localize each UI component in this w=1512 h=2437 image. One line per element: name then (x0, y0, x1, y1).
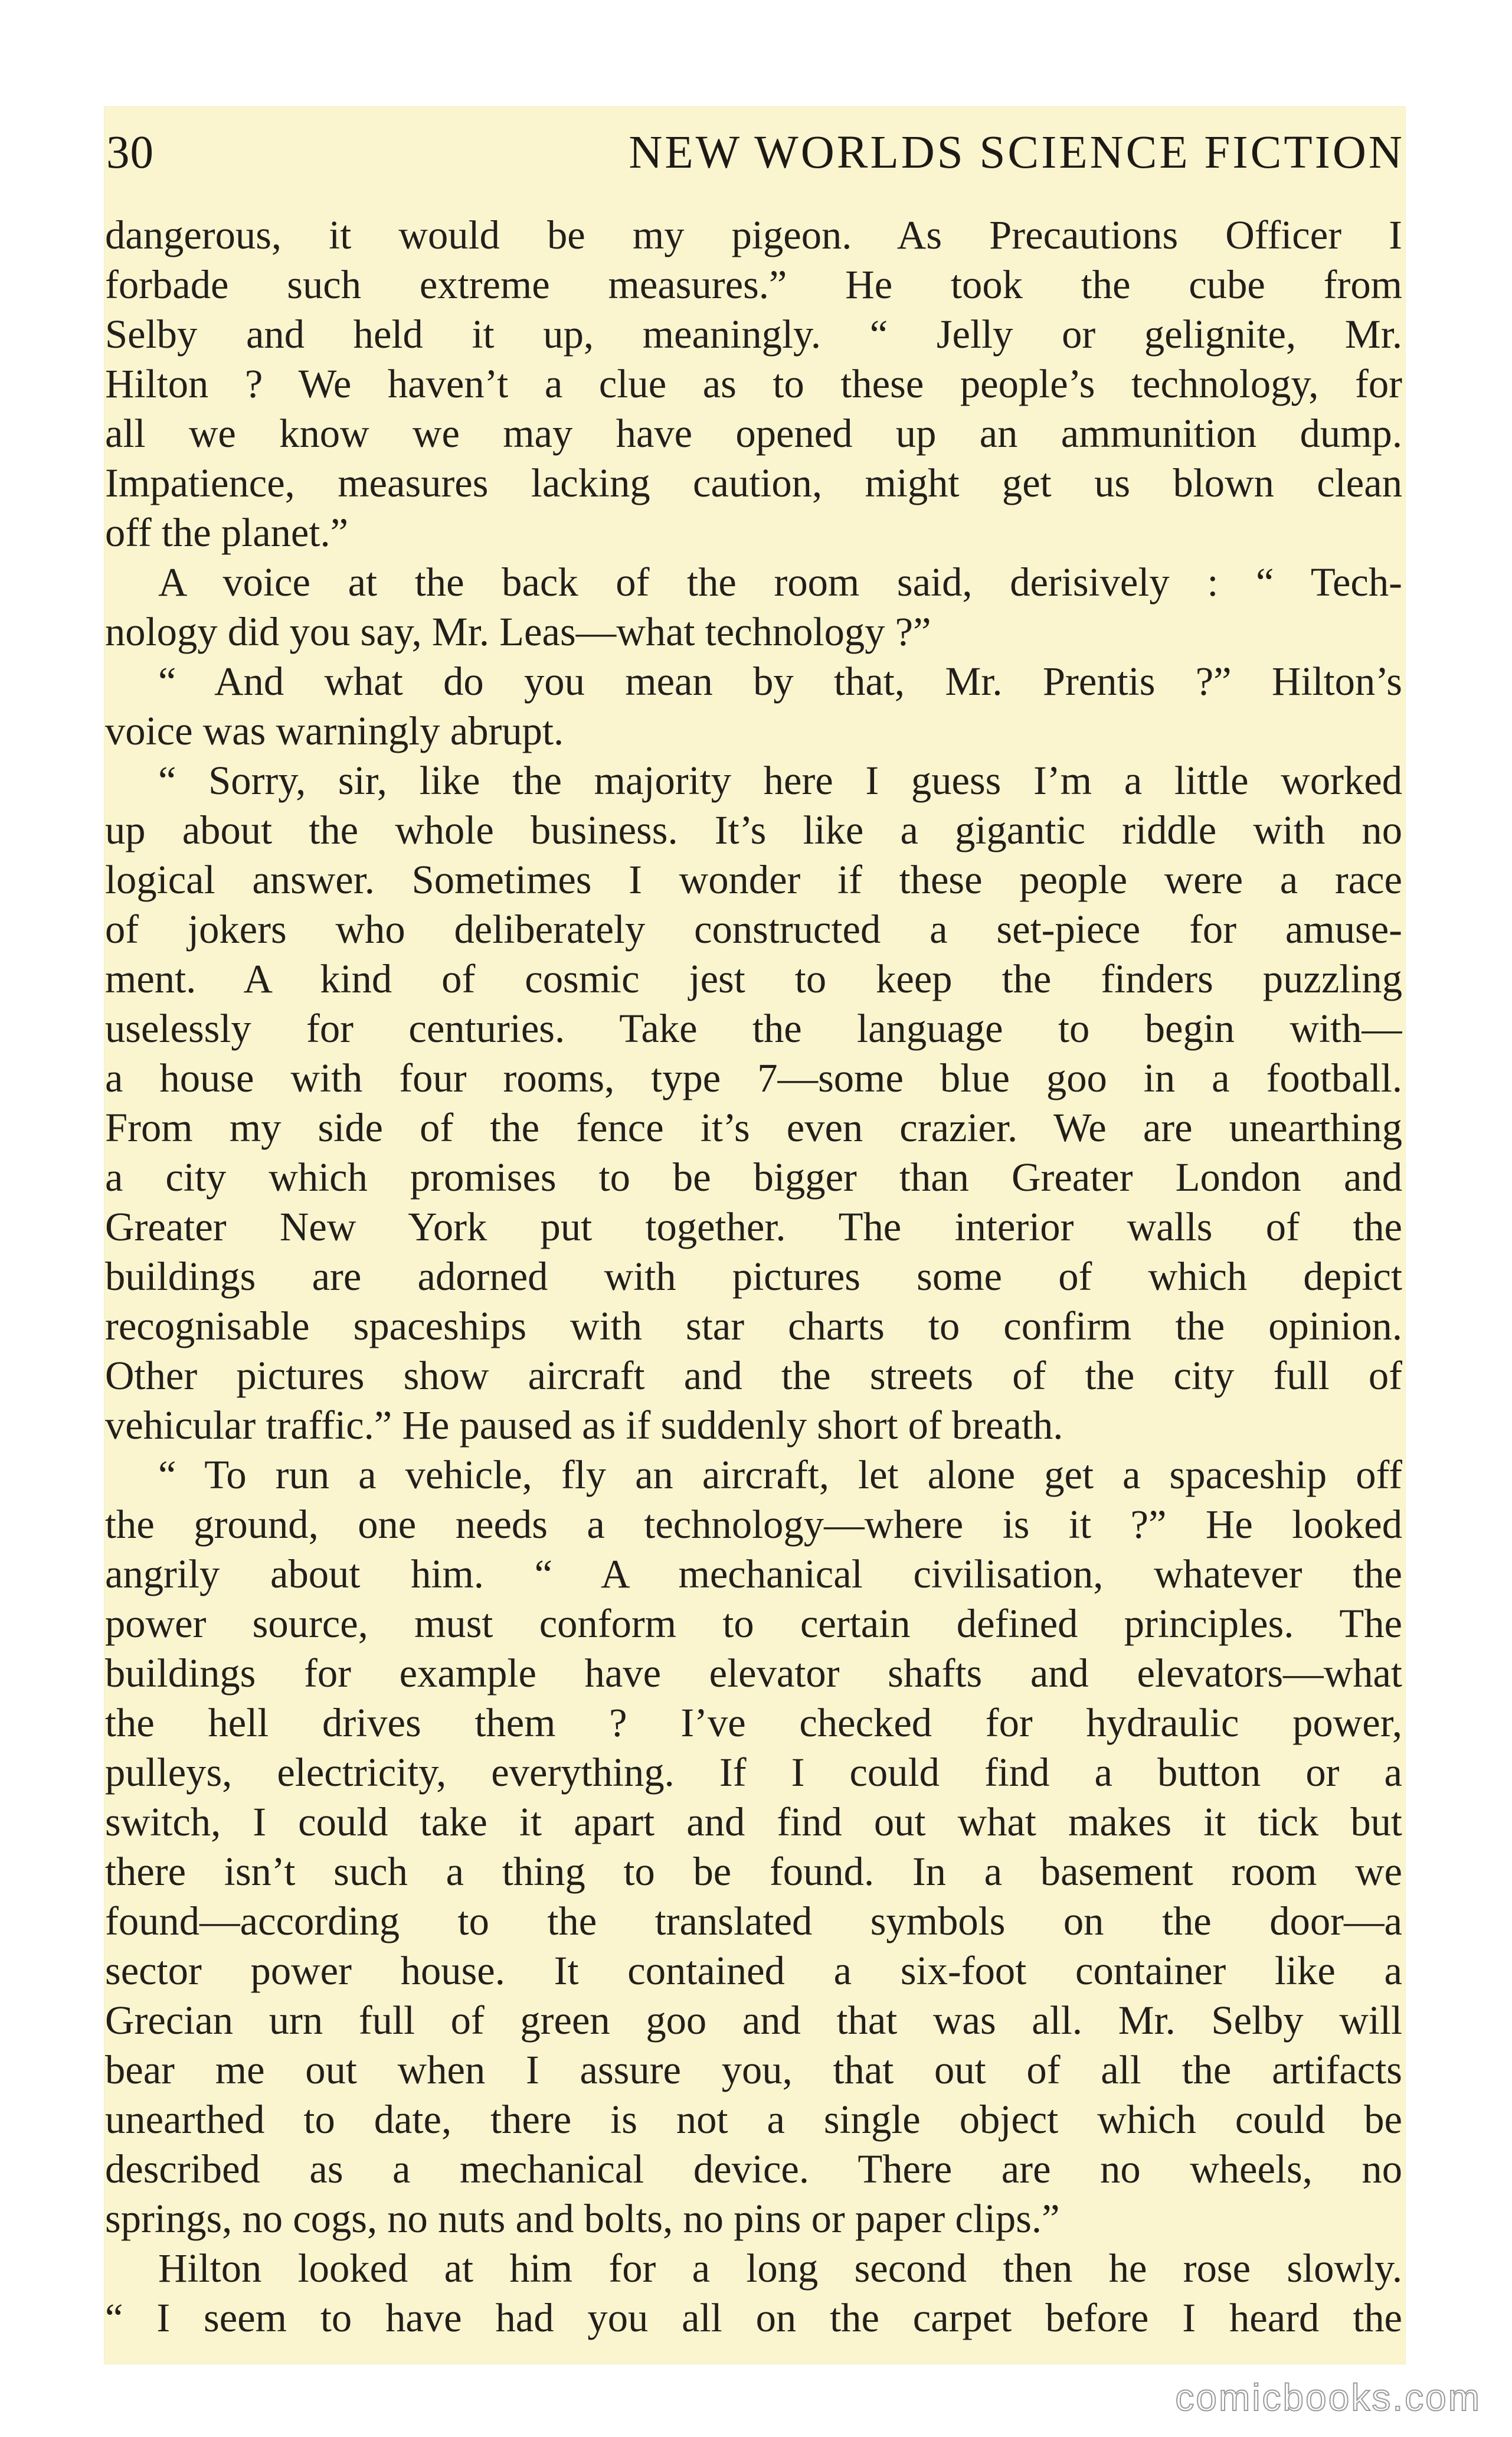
text-line: there isn’t such a thing to be found. In a basement room we (105, 1849, 1402, 1894)
text-line: Grecian urn full of green goo and that was all. Mr. Selby will (105, 1998, 1402, 2043)
text-line: up about the whole business. It’s like a gigantic riddle with no (105, 808, 1402, 852)
text-line: “ To run a vehicle, fly an aircraft, let alone get a spaceship off (158, 1452, 1402, 1497)
text-line: A voice at the back of the room said, derisively : “ Tech- (158, 560, 1402, 605)
watermark: comicbooks.com (1175, 2376, 1481, 2419)
text-line: voice was warningly abrupt. (105, 708, 564, 753)
text-line: forbade such extreme measures.” He took the cube from (105, 262, 1402, 307)
text-line: recognisable spaceships with star charts to confirm the opinion. (105, 1304, 1402, 1348)
text-line: nology did you say, Mr. Leas—what technology ?” (105, 609, 931, 654)
text-line: Other pictures show aircraft and the streets of the city full of (105, 1353, 1402, 1398)
text-line: pulleys, electricity, everything. If I could find a button or a (105, 1750, 1402, 1795)
page-number: 30 (106, 127, 154, 178)
text-line: Selby and held it up, meaningly. “ Jelly or gelignite, Mr. (105, 312, 1402, 357)
text-line: springs, no cogs, no nuts and bolts, no pins or paper clips.” (105, 2196, 1060, 2241)
text-line: uselessly for centuries. Take the language to begin with— (105, 1006, 1402, 1051)
text-line: of jokers who deliberately constructed a set-piece for amuse- (105, 907, 1402, 952)
text-line: unearthed to date, there is not a single object which could be (105, 2097, 1402, 2142)
text-line: buildings are adorned with pictures some of which depict (105, 1254, 1402, 1299)
text-line: angrily about him. “ A mechanical civilisation, whatever the (105, 1551, 1402, 1596)
page-header (106, 111, 1405, 176)
story-text (105, 210, 1402, 2389)
text-line: all we know we may have opened up an ammunition dump. (105, 411, 1402, 456)
text-line: the ground, one needs a technology—where is it ?” He looked (105, 1502, 1402, 1547)
text-line: switch, I could take it apart and find out what makes it tick but (105, 1799, 1402, 1844)
text-line: Hilton looked at him for a long second then he rose slowly. (158, 2246, 1402, 2291)
text-line: logical answer. Sometimes I wonder if these people were a race (105, 857, 1402, 902)
text-line: power source, must conform to certain defined principles. The (105, 1601, 1402, 1646)
text-line: From my side of the fence it’s even crazier. We are unearthing (105, 1105, 1402, 1150)
text-line: described as a mechanical device. There are no wheels, no (105, 2147, 1402, 2191)
text-line: a city which promises to be bigger than Greater London and (105, 1155, 1402, 1200)
text-line: the hell drives them ? I’ve checked for hydraulic power, (105, 1700, 1402, 1745)
text-line: “ And what do you mean by that, Mr. Prentis ?” Hilton’s (158, 659, 1402, 704)
running-title: NEW WORLDS SCIENCE FICTION (629, 127, 1405, 178)
text-line: vehicular traffic.” He paused as if suddenly short of breath. (105, 1403, 1063, 1448)
text-line: Hilton ? We haven’t a clue as to these people’s technology, for (105, 361, 1402, 406)
text-line: Impatience, measures lacking caution, might get us blown clean (105, 460, 1402, 505)
text-line: ment. A kind of cosmic jest to keep the finders puzzling (105, 956, 1402, 1001)
text-line: sector power house. It contained a six-foot container like a (105, 1948, 1402, 1993)
text-line: buildings for example have elevator shafts and elevators—what (105, 1651, 1402, 1696)
text-line: a house with four rooms, type 7—some blue goo in a football. (105, 1056, 1402, 1100)
text-line: “ Sorry, sir, like the majority here I guess I’m a little worked (158, 758, 1402, 803)
text-line: bear me out when I assure you, that out of all the artifacts (105, 2047, 1402, 2092)
text-line: found—according to the translated symbols on the door—a (105, 1899, 1402, 1943)
text-line: “ I seem to have had you all on the carpet before I heard the (105, 2295, 1402, 2340)
text-line: dangerous, it would be my pigeon. As Precautions Officer I (105, 213, 1402, 257)
text-line: Greater New York put together. The interior walls of the (105, 1204, 1402, 1249)
text-line: off the planet.” (105, 510, 349, 555)
